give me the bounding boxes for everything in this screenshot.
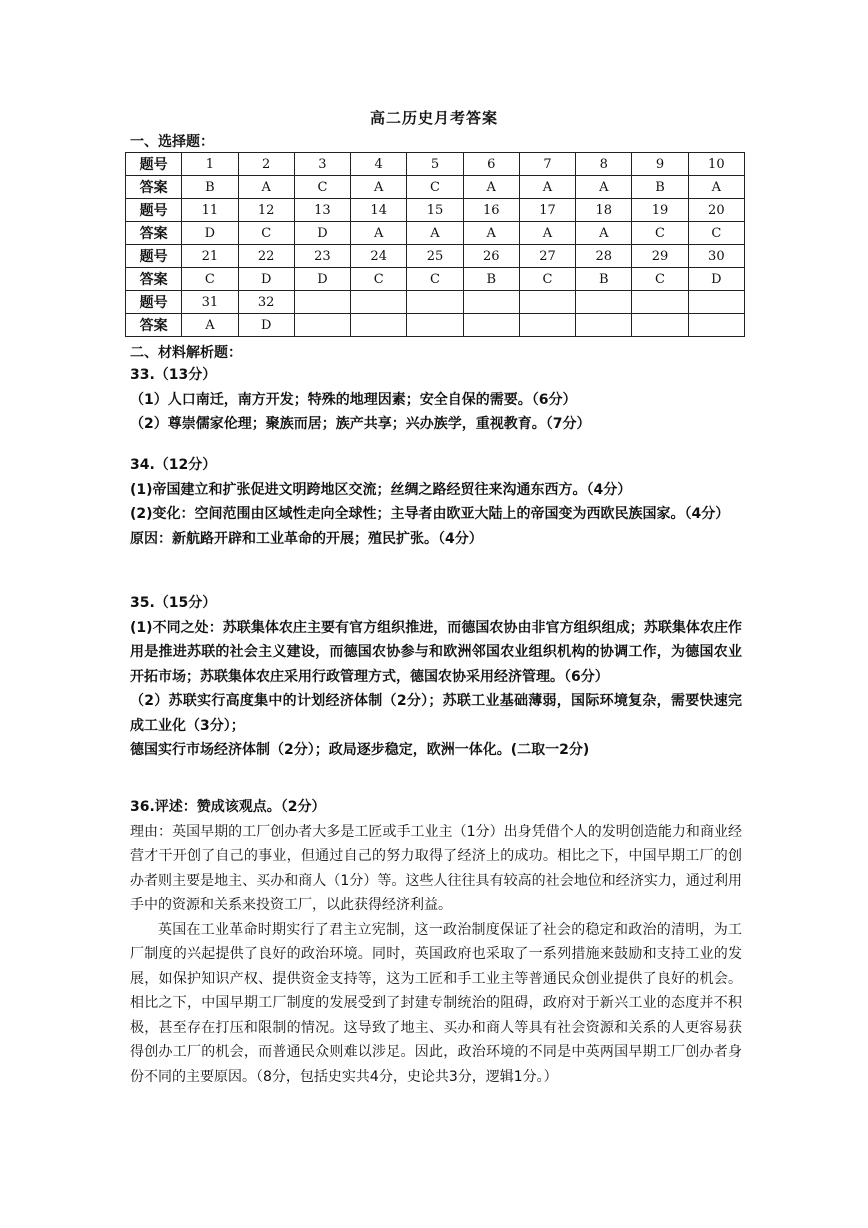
question-number-cell	[576, 291, 632, 314]
question-number-cell: 22	[238, 245, 294, 268]
question-number-cell: 12	[238, 199, 294, 222]
question-number-row	[126, 291, 745, 314]
document-title: 高二历史月考答案	[369, 109, 498, 127]
answer-cell: A	[351, 222, 407, 245]
answer-cell: A	[463, 222, 519, 245]
question-number-cell: 23	[294, 245, 350, 268]
question-number-cell: 8	[576, 153, 632, 176]
answer-cell: D	[294, 222, 350, 245]
question-number-row	[126, 199, 745, 222]
question-number-cell: 14	[351, 199, 407, 222]
question-number-cell: 30	[688, 245, 744, 268]
answer-cell: C	[182, 268, 238, 291]
answer-cell: A	[519, 176, 575, 199]
answer-cell: C	[407, 176, 463, 199]
answer-cell	[519, 314, 575, 337]
question-number-cell: 21	[182, 245, 238, 268]
question-number-row	[126, 245, 745, 268]
answer-row	[126, 222, 745, 245]
question-number-cell	[463, 291, 519, 314]
question-number-cell: 3	[294, 153, 350, 176]
answer-cell: A	[351, 176, 407, 199]
answer-cell: D	[238, 314, 294, 337]
question-number-cell: 11	[182, 199, 238, 222]
question-number-cell: 16	[463, 199, 519, 222]
question-number-cell: 17	[519, 199, 575, 222]
answer-cell: B	[576, 268, 632, 291]
question-number-cell: 9	[632, 153, 688, 176]
question-number-cell	[519, 291, 575, 314]
question-number-row-label: 题号	[126, 153, 182, 176]
answer-cell: C	[519, 268, 575, 291]
question-number-cell	[688, 291, 744, 314]
answer-cell: C	[351, 268, 407, 291]
answer-cell: C	[688, 222, 744, 245]
answer-row	[126, 314, 745, 337]
question-number-cell: 1	[182, 153, 238, 176]
question-33	[130, 363, 742, 437]
answer-cell: A	[407, 222, 463, 245]
question-number-cell: 24	[351, 245, 407, 268]
answer-table	[125, 152, 745, 337]
answer-cell: C	[294, 176, 350, 199]
answer-cell: B	[182, 176, 238, 199]
answer-cell: A	[463, 176, 519, 199]
answer-row-label: 答案	[126, 268, 182, 291]
question-number-cell	[351, 291, 407, 314]
section-multiple-choice-heading: 一、选择题：	[130, 134, 214, 150]
question-33-part-1: （1）人口南迁，南方开发；特殊的地理因素；安全自保的需要。（6分）	[130, 391, 577, 408]
question-36-heading: 36.评述：赞成该观点。（2分）	[130, 799, 326, 815]
answer-cell: A	[576, 222, 632, 245]
question-34	[130, 453, 742, 551]
question-number-cell: 32	[238, 291, 294, 314]
answer-row	[126, 176, 745, 199]
answer-cell: A	[688, 176, 744, 199]
answer-cell	[351, 314, 407, 337]
question-35-germany: 德国实行市场经济体制（2分）；政局逐步稳定，欧洲一体化。(二取一2分)	[130, 742, 590, 758]
question-number-cell: 31	[182, 291, 238, 314]
question-number-row-label: 题号	[126, 245, 182, 268]
question-34-heading: 34.（12分）	[130, 457, 217, 473]
answer-row	[126, 268, 745, 291]
section-material-analysis-heading: 二、材料解析题：	[130, 345, 242, 361]
question-number-cell: 2	[238, 153, 294, 176]
answer-cell: A	[238, 176, 294, 199]
question-35	[130, 591, 742, 763]
answer-row-label: 答案	[126, 176, 182, 199]
question-35-heading: 35.（15分）	[130, 595, 217, 611]
answer-cell: B	[632, 176, 688, 199]
question-33-part-2: （2）尊崇儒家伦理；聚族而居；族产共享；兴办族学，重视教育。（7分）	[130, 416, 591, 432]
question-number-cell: 26	[463, 245, 519, 268]
answer-cell	[407, 314, 463, 337]
answer-cell: C	[632, 222, 688, 245]
question-35-part-2: （2）苏联实行高度集中的计划经济体制（2分）；苏联工业基础薄弱，国际环境复杂，需要快速完成工业化（3分）；	[130, 693, 742, 734]
question-34-part-2: (2)变化：空间范围由区域性走向全球性；主导者由欧亚大陆上的帝国变为西欧民族国家。（4分）	[130, 506, 730, 522]
question-33-heading: 33.（13分）	[130, 367, 217, 383]
question-number-cell: 4	[351, 153, 407, 176]
question-number-cell: 25	[407, 245, 463, 268]
question-number-cell	[632, 291, 688, 314]
answer-cell: A	[182, 314, 238, 337]
question-34-part-1: (1)帝国建立和扩张促进文明跨地区交流；丝绸之路经贸往来沟通东西方。（4分）	[130, 481, 632, 498]
question-34-reason: 原因：新航路开辟和工业革命的开展；殖民扩张。（4分）	[130, 530, 483, 547]
question-number-cell: 19	[632, 199, 688, 222]
question-35-part-1: (1)不同之处：苏联集体农庄主要有官方组织推进，而德国农协由非官方组织组成；苏联集体农庄作用是推进苏联的社会主义建设，而德国农协参与和欧洲邻国农业组织机构的协调工作，为德国农业开拓市场；苏联集体农庄采用行政管理方式，德国农协采用经济管理。（6分）	[130, 619, 742, 685]
answer-cell	[632, 314, 688, 337]
question-number-cell: 28	[576, 245, 632, 268]
question-number-cell	[294, 291, 350, 314]
question-36	[130, 795, 742, 1089]
answer-cell: A	[519, 222, 575, 245]
answer-cell	[294, 314, 350, 337]
answer-cell: D	[182, 222, 238, 245]
answer-cell	[463, 314, 519, 337]
question-number-cell: 7	[519, 153, 575, 176]
question-number-cell: 15	[407, 199, 463, 222]
question-number-cell: 27	[519, 245, 575, 268]
answer-cell: C	[238, 222, 294, 245]
question-number-cell: 6	[463, 153, 519, 176]
question-number-row	[126, 153, 745, 176]
question-number-cell: 29	[632, 245, 688, 268]
answer-cell: C	[407, 268, 463, 291]
answer-cell: D	[238, 268, 294, 291]
question-number-cell: 10	[688, 153, 744, 176]
question-number-row-label: 题号	[126, 291, 182, 314]
question-36-reason: 理由：英国早期的工厂创办者大多是工匠或手工业主（1分）出身凭借个人的发明创造能力和商业经营才干开创了自己的事业，但通过自己的努力取得了经济上的成功。相比之下，中国早期工厂的创办者则主要是地主、买办和商人（1分）等。这些人往往具有较高的社会地位和经济实力，通过利用手中的资源和关系来投资工厂，以此获得经济利益。	[130, 823, 742, 913]
answer-cell	[688, 314, 744, 337]
answer-row-label: 答案	[126, 222, 182, 245]
answer-cell	[576, 314, 632, 337]
question-number-cell: 20	[688, 199, 744, 222]
question-number-cell: 18	[576, 199, 632, 222]
question-number-cell: 13	[294, 199, 350, 222]
question-number-cell: 5	[407, 153, 463, 176]
answer-cell: A	[576, 176, 632, 199]
answer-cell: C	[632, 268, 688, 291]
question-36-analysis: 英国在工业革命时期实行了君主立宪制，这一政治制度保证了社会的稳定和政治的清明，为工厂制度的兴起提供了良好的政治环境。同时，英国政府也采取了一系列措施来鼓励和支持工业的发展，如保护知识产权、提供资金支持等，这为工匠和手工业主等普通民众创业提供了良好的机会。相比之下，中国早期工厂制度的发展受到了封建专制统治的阻碍，政府对于新兴工业的态度并不积极，甚至存在打压和限制的情况。这导致了地主、买办和商人等具有社会资源和关系的人更容易获得创办工厂的机会，而普通民众则难以涉足。因此，政治环境的不同是中英两国早期工厂创办者身份不同的主要原因。（8分，包括史实共4分，史论共3分，逻辑1分。）	[130, 921, 742, 1085]
answer-cell: B	[463, 268, 519, 291]
question-number-cell	[407, 291, 463, 314]
question-number-row-label: 题号	[126, 199, 182, 222]
answer-cell: D	[294, 268, 350, 291]
answer-cell: D	[688, 268, 744, 291]
answer-row-label: 答案	[126, 314, 182, 337]
